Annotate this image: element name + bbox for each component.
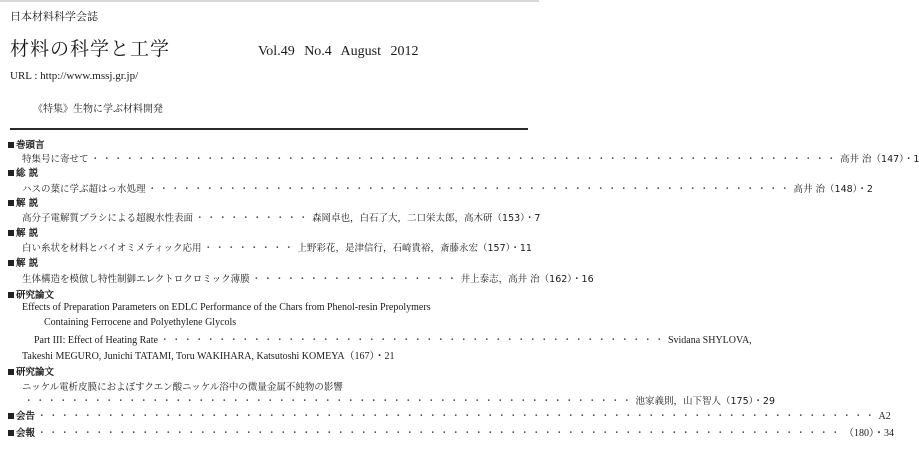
toc-entry-review bbox=[22, 181, 873, 195]
divider bbox=[10, 128, 528, 130]
section-paper-heading: 研究論文 bbox=[8, 364, 54, 378]
bullet-square-icon bbox=[8, 430, 14, 436]
toc-entry-explain-3 bbox=[22, 271, 594, 285]
entry-title: 高分子電解質ブラシによる超親水性表面 bbox=[22, 213, 194, 224]
bullet-square-icon bbox=[8, 369, 14, 375]
toc-entry-explain-1 bbox=[22, 210, 541, 224]
section-explain-heading: 解 説 bbox=[8, 255, 38, 269]
toc-entry-preface bbox=[22, 151, 919, 165]
paper-title-line: Effects of Preparation Parameters on EDLC Performance of the Chars from Phenol-resin Prepolymers bbox=[22, 302, 431, 313]
section-news-heading: 会告 bbox=[8, 408, 35, 422]
leader-dots: ・・・・・・・・・・・・・・・・・・・・・・・・・・・・・・・・・・・・・・・・・・・・ bbox=[159, 335, 666, 346]
toc-entry-news bbox=[8, 408, 891, 422]
section-explain-heading: 解 説 bbox=[8, 225, 38, 239]
paper-title-line: Containing Ferrocene and Polyethylene Glycols bbox=[44, 317, 237, 328]
entry-title: 白い糸状を材料とバイオミメティック応用 bbox=[22, 243, 202, 254]
leader-dots: ・・・・・・・・・・・・・・・・・・・・・・・・・・・・・・・・・・・・・・・・・・・・・・・・・・・・・・・・・・・・・・・・・・・・・・・・・ bbox=[37, 411, 877, 422]
journal-url[interactable]: URL : http://www.mssj.gr.jp/ bbox=[10, 70, 139, 82]
entry-author-page: 高井 治（148）・2 bbox=[793, 184, 873, 195]
entry-title: ニッケル電析皮膜におよぼすクエン酸ニッケル浴中の微量金属不純物の影響 bbox=[22, 382, 343, 393]
leader-dots: ・・・・・・・・・・・・・・・・・・・・・・・・・・・・・・・・・・・・・・・・・・・・・・・・・・・・・・・・・・・・・・・・・ bbox=[90, 154, 839, 165]
paper-authors-page: Takeshi MEGURO, Junichi TATAMI, Toru WAKIHARA, Katsutoshi KOMEYA（167）・21 bbox=[22, 351, 395, 362]
bullet-square-icon bbox=[8, 200, 14, 206]
volume-issue-date: Vol.49 No.4 August 2012 bbox=[258, 44, 419, 59]
scan-edge bbox=[0, 0, 539, 2]
bullet-square-icon bbox=[8, 292, 14, 298]
bullet-square-icon bbox=[8, 413, 14, 419]
entry-author-page: 井上泰志，高井 治（162）・16 bbox=[460, 274, 594, 285]
toc-entry-paper-1 bbox=[34, 332, 752, 346]
journal-title: 材料の科学と工学 bbox=[10, 38, 171, 60]
entry-title: ハスの葉に学ぶ超はっ水処理 bbox=[22, 184, 146, 195]
bullet-square-icon bbox=[8, 170, 14, 176]
leader-dots: ・・・・・・・・・・ bbox=[195, 213, 311, 224]
paper-part-title: Part III: Effect of Heating Rate bbox=[34, 335, 158, 346]
toc-entry-explain-2 bbox=[22, 240, 532, 254]
feature-topic: 《特集》生物に学ぶ材料開発 bbox=[33, 104, 163, 115]
leader-dots: ・・・・・・・・・・・・・・・・・・・・・・・・・・・・・・・・・・・・・・・・・・・・・・・・・・・・・ bbox=[24, 396, 634, 407]
section-preface-heading: 巻頭言 bbox=[8, 137, 45, 151]
toc-entry-report bbox=[8, 424, 895, 439]
entry-author-page: 森岡卓也，白石了大，二口栄太郎，高木研（153）・7 bbox=[312, 213, 541, 224]
entry-author-page: 池家義則，山下智人（175）・29 bbox=[635, 396, 775, 407]
paper-first-author: Svidana SHYLOVA, bbox=[667, 335, 752, 346]
toc-entry-paper-2-authors bbox=[22, 393, 775, 407]
leader-dots: ・・・・・・・・・・・・・・・・・・ bbox=[251, 274, 459, 285]
entry-author-page: 高井 治（147）・1 bbox=[840, 154, 919, 165]
section-paper-heading: 研究論文 bbox=[8, 287, 54, 301]
bullet-square-icon bbox=[8, 260, 14, 266]
leader-dots: ・・・・・・・・・・・・・・・・・・・・・・・・・・・・・・・・・・・・・・・・・・・・・・・・・・・・・・・・・・・・・・・・・・・・・・ bbox=[37, 428, 843, 439]
section-explain-heading: 解 説 bbox=[8, 195, 38, 209]
entry-page: A2 bbox=[878, 411, 891, 422]
toc-entry-paper-2 bbox=[22, 379, 525, 393]
entry-author-page: 上野彩花，是津信行，石崎貴裕，斎藤永宏（157）・11 bbox=[297, 243, 532, 254]
section-review-heading: 総 説 bbox=[8, 165, 38, 179]
entry-title: 特集号に寄せて bbox=[22, 154, 89, 165]
bullet-square-icon bbox=[8, 230, 14, 236]
entry-title: 生体構造を模倣し特性制御エレクトロクロミック薄膜 bbox=[22, 274, 250, 285]
society-name: 日本材料科学会誌 bbox=[10, 10, 98, 23]
leader-dots: ・・・・・・・・ bbox=[203, 243, 296, 254]
bullet-square-icon bbox=[8, 142, 14, 148]
section-report-heading: 会報 bbox=[8, 425, 35, 439]
leader-dots: ・・・・・・・・・・・・・・・・・・・・・・・・・・・・・・・・・・・・・・・・・・・・・・・・・・・・・・・・ bbox=[147, 184, 792, 195]
entry-page: （180）・34 bbox=[844, 428, 895, 439]
